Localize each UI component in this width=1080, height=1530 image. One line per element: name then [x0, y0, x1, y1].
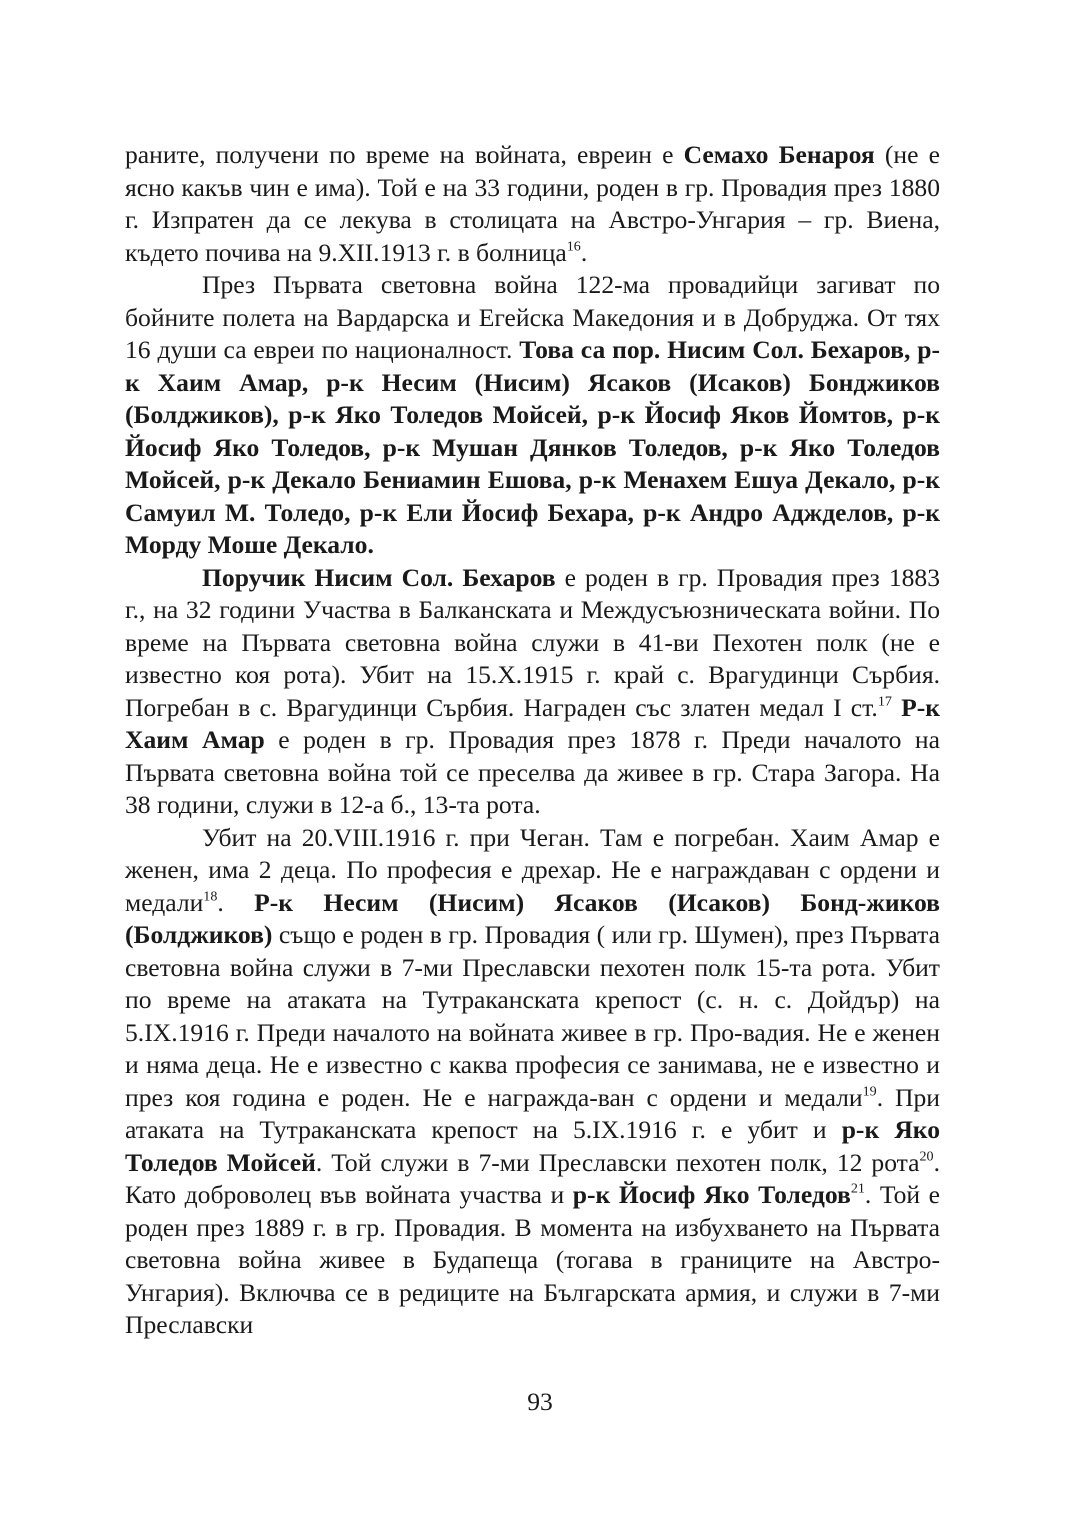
paragraph-text: . Той е роден през 1889 г. в гр. Провадия. В момента на избухването на Първата световна война живее в Будапеща (тогава в границите на Австро-Унгария). Включва се в редиците на Българската армия, и служи в 7-ми Преславски	[125, 1180, 940, 1339]
bold-name: Р-к Несим (Нисим) Ясаков (Исаков) Бонд-жиков (Болджиков)	[125, 887, 940, 949]
paragraph-3	[125, 562, 940, 822]
paragraph-text: .	[580, 237, 588, 267]
footnote-ref: 20	[919, 1147, 934, 1164]
bold-name: р-к Йосиф Яко Толедов	[572, 1180, 851, 1209]
paragraph-text: е роден в гр. Провадия през 1883 г., на 32 години Участва в Балканската и Междусъюзническата войни. По време на Първата световна война служи в 41-ви Пехотен полк (не е известно коя рота). Убит на 15.Х.1915 г. край с. Врагудинци Сърбия. Погребан в с. Врагудинци Сърбия. Награден със златен медал I ст.	[125, 562, 941, 722]
paragraph-1	[125, 139, 940, 269]
paragraph-text: . Като доброволец във войната участва и	[125, 1147, 940, 1209]
bold-name: Р-к Хаим Амар	[125, 692, 940, 754]
paragraph-text: е роден в гр. Провадия през 1878 г. Преди началото на Първата световна война той се преселва да живее в гр. Стара Загора. На 38 години, служи в 12-а б., 13-та рота.	[125, 725, 940, 819]
page-number: 93	[527, 1387, 553, 1416]
footnote-ref: 19	[862, 1082, 877, 1099]
paragraph-text: През Първата световна война 122-ма провадийци загиват по бойните полета на Вардарска и Егейска Македония и в Добруджа. От тях 16 души са евреи по националност.	[125, 270, 940, 364]
paragraph-text: .	[217, 887, 255, 917]
bold-name: р-к Яко Толедов Мойсей	[125, 1115, 941, 1177]
paragraph-text: Убит на 20.VIII.1916 г. при Чеган. Там е погребан. Хаим Амар е женен, има 2 деца. По професия е дрехар. Не е награждаван с ордени и медали	[125, 822, 940, 917]
paragraph-text: . Той служи в 7-ми Преславски пехотен полк, 12 рота	[315, 1147, 920, 1177]
footnote-ref: 16	[566, 237, 581, 254]
bold-name: Поручик Нисим Сол. Бехаров	[202, 562, 556, 592]
paragraph-text	[892, 693, 901, 722]
paragraph-text: раните, получени по време на войната, евреин е	[125, 140, 684, 169]
footnote-ref: 17	[877, 692, 892, 709]
bold-name: Семахо Бенароя	[683, 140, 875, 169]
paragraph-text: (не е ясно какъв чин е има). Той е на 33 години, роден в гр. Провадия през 1880 г. Изпратен да се лекува в столицата на Австро-Унгария – гр. Виена, където почива на 9.XII.1913 г. в болница	[125, 140, 940, 267]
page-body	[125, 139, 940, 1342]
paragraph-2	[125, 269, 940, 562]
paragraph-text: също е роден в гр. Провадия ( или гр. Шумен), през Първата световна война служи в 7-ми Преславски пехотен полк 15-та рота. Убит по време на атаката на Тутраканската крепост (с. н. с. Дойдър) на 5.IX.1916 г. Преди началото на войната живее в гр. Про-вадия. Не е женен и няма деца. Не е известно с каква професия се занимава, не е известно и през коя година е роден. Не е награжда-ван с ордени и медали	[125, 920, 940, 1112]
paragraph-text: . При атаката на Тутраканската крепост на 5.IX.1916 г. е убит и	[125, 1082, 940, 1144]
footnote-ref: 21	[850, 1180, 865, 1197]
footnote-ref: 18	[203, 887, 218, 904]
bold-names-list: Това са пор. Нисим Сол. Бехаров, р-к Хаим Амар, р-к Несим (Нисим) Ясаков (Исаков) Бонджиков (Болджиков), р-к Яко Толедов Мойсей, р-к Йосиф Яков Йомтов, р-к Йосиф Яко Толедов, р-к Мушан Дянков Толедов, р-к Яко Толедов Мойсей, р-к Декало Бениамин Ешова, р-к Менахем Ешуа Декало, р-к Самуил М. Толедо, р-к Ели Йосиф Бехара, р-к Андро Аджделов, р-к Морду Моше Декало.	[125, 335, 940, 559]
paragraph-4	[125, 822, 940, 1342]
